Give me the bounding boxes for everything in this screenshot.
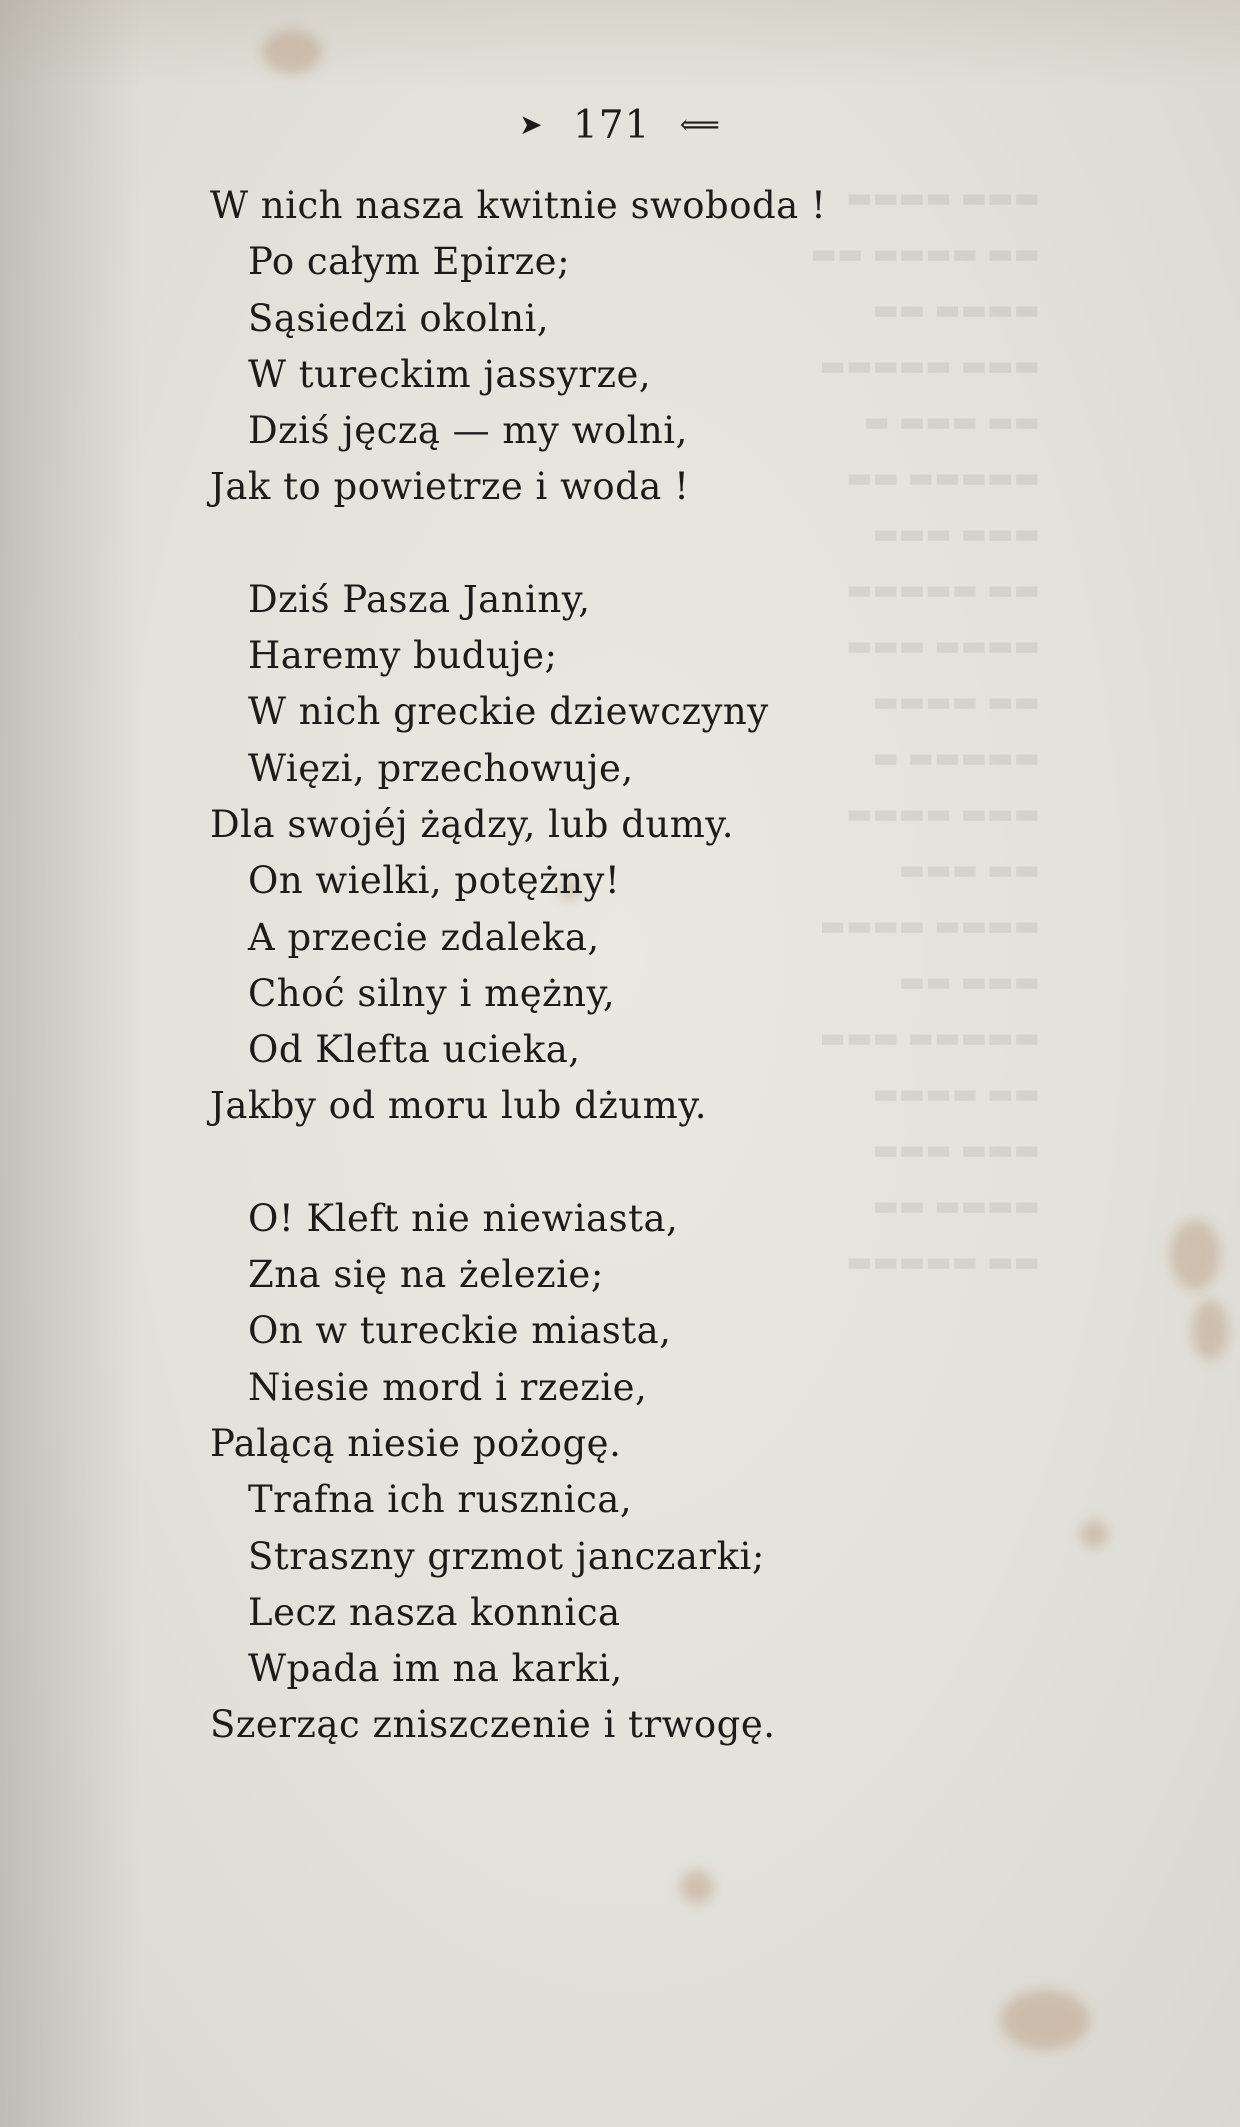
verse-line: Dla swojéj żądzy, lub dumy. bbox=[210, 802, 735, 846]
verse-line: W nich greckie dziewczyny bbox=[248, 690, 769, 734]
verse-line: Trafna ich rusznica, bbox=[248, 1478, 633, 1522]
verse-line: On w tureckie miasta, bbox=[248, 1309, 672, 1353]
verse-line: Dziś Pasza Janiny, bbox=[248, 577, 591, 621]
verse-line: A przecie zdaleka, bbox=[248, 915, 600, 959]
poem-body bbox=[0, 178, 1240, 1810]
stanza bbox=[0, 572, 1240, 1135]
verse-line: Dziś jęczą — my wolni, bbox=[248, 409, 688, 453]
verse-line: On wielki, potężny! bbox=[248, 859, 621, 903]
ornament-right-icon: ⟸ bbox=[679, 107, 721, 141]
verse-line: Więzi, przechowuje, bbox=[248, 746, 634, 790]
stanza bbox=[0, 178, 1240, 516]
verse-line: Wpada im na karki, bbox=[248, 1647, 623, 1691]
page-header bbox=[0, 103, 1240, 148]
verse-line: Lecz nasza konnica bbox=[248, 1590, 621, 1634]
verse-line: Zna się na żelezie; bbox=[248, 1253, 604, 1297]
verse-line: Szerząc zniszczenie i trwogę. bbox=[210, 1703, 776, 1747]
verse-line: Sąsiedzi okolni, bbox=[248, 296, 550, 340]
ornament-left-icon: ➤ bbox=[519, 107, 544, 141]
verse-line: Jak to powietrze i woda ! bbox=[210, 465, 690, 509]
verse-line: Jakby od moru lub dżumy. bbox=[210, 1084, 707, 1128]
page-number: 171 bbox=[572, 103, 651, 148]
verse-line: O! Kleft nie niewiasta, bbox=[248, 1196, 679, 1240]
verse-line: W nich nasza kwitnie swoboda ! bbox=[210, 184, 827, 227]
verse-line: Straszny grzmot janczarki; bbox=[248, 1534, 765, 1578]
stanza bbox=[0, 1191, 1240, 1754]
verse-line: Od Klefta ucieka, bbox=[248, 1028, 581, 1072]
reverse-page-bleed-through: ▬▬▬ ▬▬▬▬ ▬▬ ▬▬▬▬ ▬▬ ▬▬▬▬ ▬▬ ▬▬▬ ▬▬▬▬▬ ▬▬ ▬▬▬ ▬ ▬▬▬▬▬ ▬▬ ▬▬▬ ▬▬▬ ▬▬ ▬▬▬▬▬ ▬▬▬▬ ▬▬▬ ▬▬ ▬▬▬▬ ▬▬▬▬▬ ▬ ▬▬▬ ▬▬▬▬ ▬▬ ▬▬▬ ▬▬▬▬ ▬▬▬▬ ▬▬▬ ▬▬ ▬▬▬▬▬ ▬▬▬ ▬▬ ▬▬▬▬ ▬▬▬ ▬▬▬ ▬▬▬▬ ▬▬ ▬▬ ▬▬▬▬▬ bbox=[810, 181, 1040, 1278]
verse-line: Niesie mord i rzezie, bbox=[248, 1365, 648, 1409]
verse-line: Haremy buduje; bbox=[248, 634, 558, 678]
verse-line: Palącą niesie pożogę. bbox=[210, 1421, 622, 1465]
foxing-spot bbox=[262, 30, 322, 74]
verse-line: Choć silny i mężny, bbox=[248, 971, 616, 1015]
foxing-spot bbox=[1000, 1990, 1090, 2050]
foxing-spot bbox=[680, 1870, 714, 1904]
verse-line: W tureckim jassyrze, bbox=[248, 352, 652, 396]
verse-line: Po całym Epirze; bbox=[248, 240, 571, 284]
